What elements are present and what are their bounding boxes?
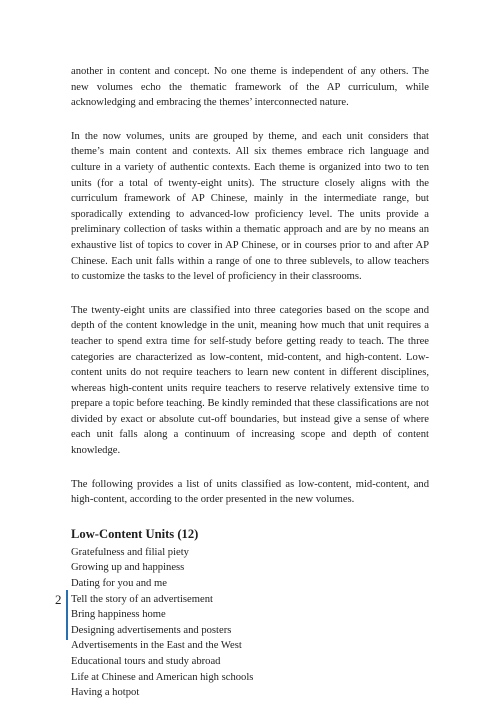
list-item: Gratefulness and filial piety — [71, 546, 189, 558]
unit-list — [71, 545, 429, 701]
list-item: Advertisements in the East and the West — [71, 640, 242, 652]
list-item: Tell the story of an advertisement — [71, 593, 213, 605]
list-item: Bring happiness home — [71, 609, 166, 621]
list-item: Life at Chinese and American high schools — [71, 671, 254, 683]
page-number: 2 — [55, 592, 62, 607]
section-heading-low-content: Low-Content Units (12) — [71, 526, 199, 541]
body-text — [71, 64, 429, 701]
list-item: Dating for you and me — [71, 578, 167, 590]
paragraph-2: In the now volumes, units are grouped by theme, and each unit considers that theme’s main content and contexts. All six themes embrace rich language and culture in a variety of authentic contexts. Each theme is organized into two to ten units (for a total of twenty-eight units). The structure closely aligns with the curriculum framework of AP Chinese, mainly in the intermediate range, but sporadically extending to advanced-low proficiency level. The units provide a preliminary collection of tasks within a thematic approach and are by no means an exhaustive list of topics to cover in AP Chinese, or in courses prior to and after AP Chinese. Each unit falls within a range of one to three sublevels, to allow teachers to customize the tasks to the level of proficiency in their classrooms. — [71, 130, 429, 283]
margin-rule — [66, 590, 68, 640]
paragraph-1: another in content and concept. No one theme is independent of any others. The new volumes echo the thematic framework of the AP curriculum, while acknowledging and embracing the themes’ interconnected nature. — [71, 66, 429, 109]
list-item: Having a hotpot — [71, 687, 140, 699]
list-item: Educational tours and study abroad — [71, 656, 221, 667]
list-item: Growing up and happiness — [71, 562, 185, 574]
paragraph-4: The following provides a list of units classified as low-content, mid-content, and high-content, according to the order presented in the new volumes. — [71, 478, 429, 506]
list-item: Designing advertisements and posters — [71, 624, 232, 636]
paragraph-3: The twenty-eight units are classified into three categories based on the scope and depth of the content knowledge in the unit, meaning how much that unit requires a teacher to spend extra time for self-study before getting ready to teach. The three categories are characterized as low-content, mid-content, and high-content. Low-content units do not require teachers to learn new content in different disciplines, whereas high-content units require teachers to reserve relatively extensive time to prepare a topic before teaching. Be kindly reminded that these classifications are not divided by exact or absolute cut-off boundaries, but instead give a sense of where each unit falls along a continuum of increasing scope and depth of content knowledge. — [71, 304, 429, 457]
